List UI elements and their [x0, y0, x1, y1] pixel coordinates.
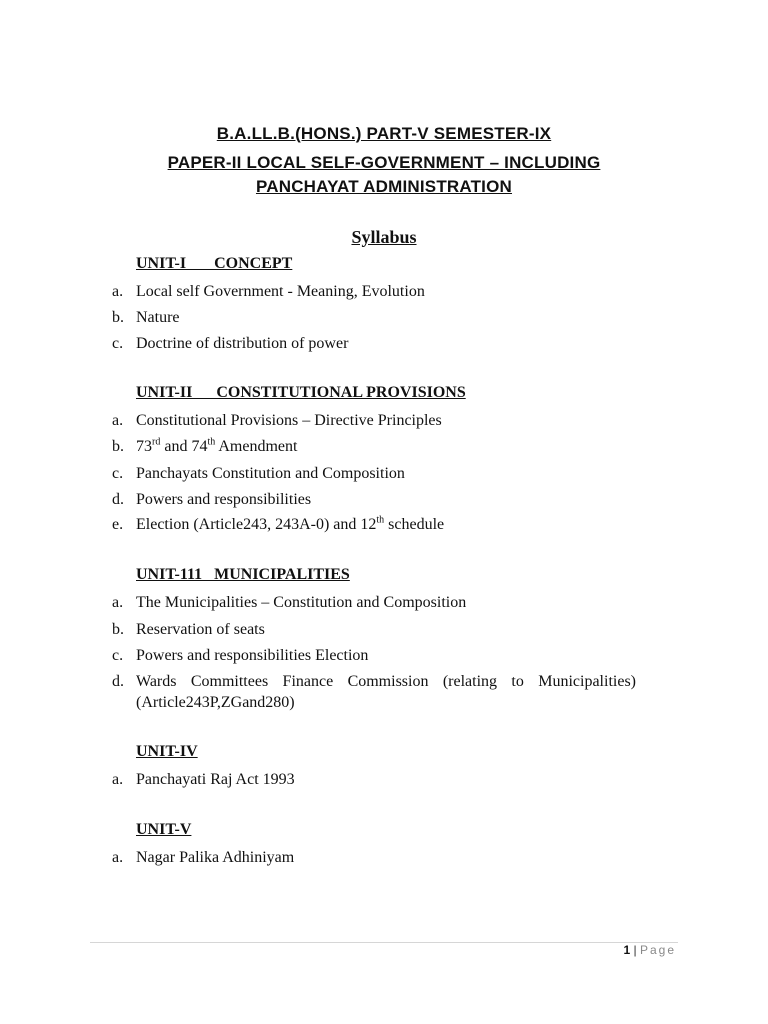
- list-item: [112, 847, 636, 868]
- footer-separator: |: [633, 943, 637, 957]
- list-item-text: Constitutional Provisions – Directive Principles: [136, 412, 442, 429]
- list-marker: b.: [112, 621, 124, 638]
- list-item: [112, 333, 636, 354]
- list-marker: d.: [112, 673, 124, 690]
- list-item: [112, 514, 636, 535]
- list-marker: a.: [112, 412, 124, 429]
- list-marker: e.: [112, 516, 124, 533]
- unit-3-title: UNIT-111 MUNICIPALITIES: [136, 566, 350, 583]
- list-item-text: Election (Article243, 243A-0) and 12th schedule: [136, 514, 445, 533]
- list-marker: a.: [112, 283, 124, 300]
- list-marker: d.: [112, 491, 124, 508]
- unit-1-title: UNIT-I CONCEPT: [136, 255, 293, 272]
- unit-2-title: UNIT-II CONSTITUTIONAL PROVISIONS: [136, 384, 466, 401]
- list-marker: a.: [112, 594, 124, 611]
- list-marker: b.: [112, 309, 124, 326]
- page-footer: [623, 943, 676, 957]
- list-marker: c.: [112, 335, 124, 352]
- list-item-text: Panchayati Raj Act 1993: [136, 771, 295, 788]
- list-item-text: 73rd and 74th Amendment: [136, 436, 298, 455]
- list-item-text: Nature: [136, 309, 180, 326]
- list-item: [112, 281, 636, 302]
- footer-divider: [90, 942, 678, 943]
- list-marker: b.: [112, 438, 124, 455]
- list-item: [112, 489, 636, 510]
- course-heading: B.A.LL.B.(HONS.) PART-V SEMESTER-IX: [216, 124, 552, 143]
- page-number: 1: [623, 943, 631, 957]
- list-item: [112, 307, 636, 328]
- list-item-text: The Municipalities – Constitution and Composition: [136, 594, 467, 611]
- list-item-text: Wards Committees Finance Commission (relating to Municipalities): [136, 673, 636, 690]
- list-item-text: Nagar Palika Adhiniyam: [136, 849, 295, 866]
- list-item: [112, 410, 636, 431]
- list-item-text: Powers and responsibilities Election: [136, 647, 369, 664]
- list-item-text-continued: (Article243P,ZGand280): [136, 694, 295, 711]
- list-item: [112, 463, 636, 484]
- list-item-text: Panchayats Constitution and Composition: [136, 465, 405, 482]
- unit-4-title: UNIT-IV: [136, 743, 198, 760]
- paper-heading-line-2: PANCHAYAT ADMINISTRATION: [255, 177, 513, 196]
- list-item: [112, 619, 636, 640]
- paper-heading-line-1: PAPER-II LOCAL SELF-GOVERNMENT – INCLUDING: [167, 153, 601, 172]
- list-item: [112, 671, 636, 713]
- page-label: Page: [639, 943, 676, 957]
- list-item: [112, 645, 636, 666]
- list-item: [112, 592, 636, 613]
- list-item: [112, 436, 636, 457]
- list-item-text: Powers and responsibilities: [136, 491, 312, 508]
- unit-5-title: UNIT-V: [136, 821, 192, 838]
- list-marker: c.: [112, 647, 124, 664]
- list-item-text: Local self Government - Meaning, Evolution: [136, 283, 425, 300]
- syllabus-title: Syllabus: [351, 227, 417, 247]
- list-item: [112, 769, 636, 790]
- list-marker: a.: [112, 771, 124, 788]
- list-marker: c.: [112, 465, 124, 482]
- list-item-text: Reservation of seats: [136, 621, 265, 638]
- list-marker: a.: [112, 849, 124, 866]
- list-item-text: Doctrine of distribution of power: [136, 335, 349, 352]
